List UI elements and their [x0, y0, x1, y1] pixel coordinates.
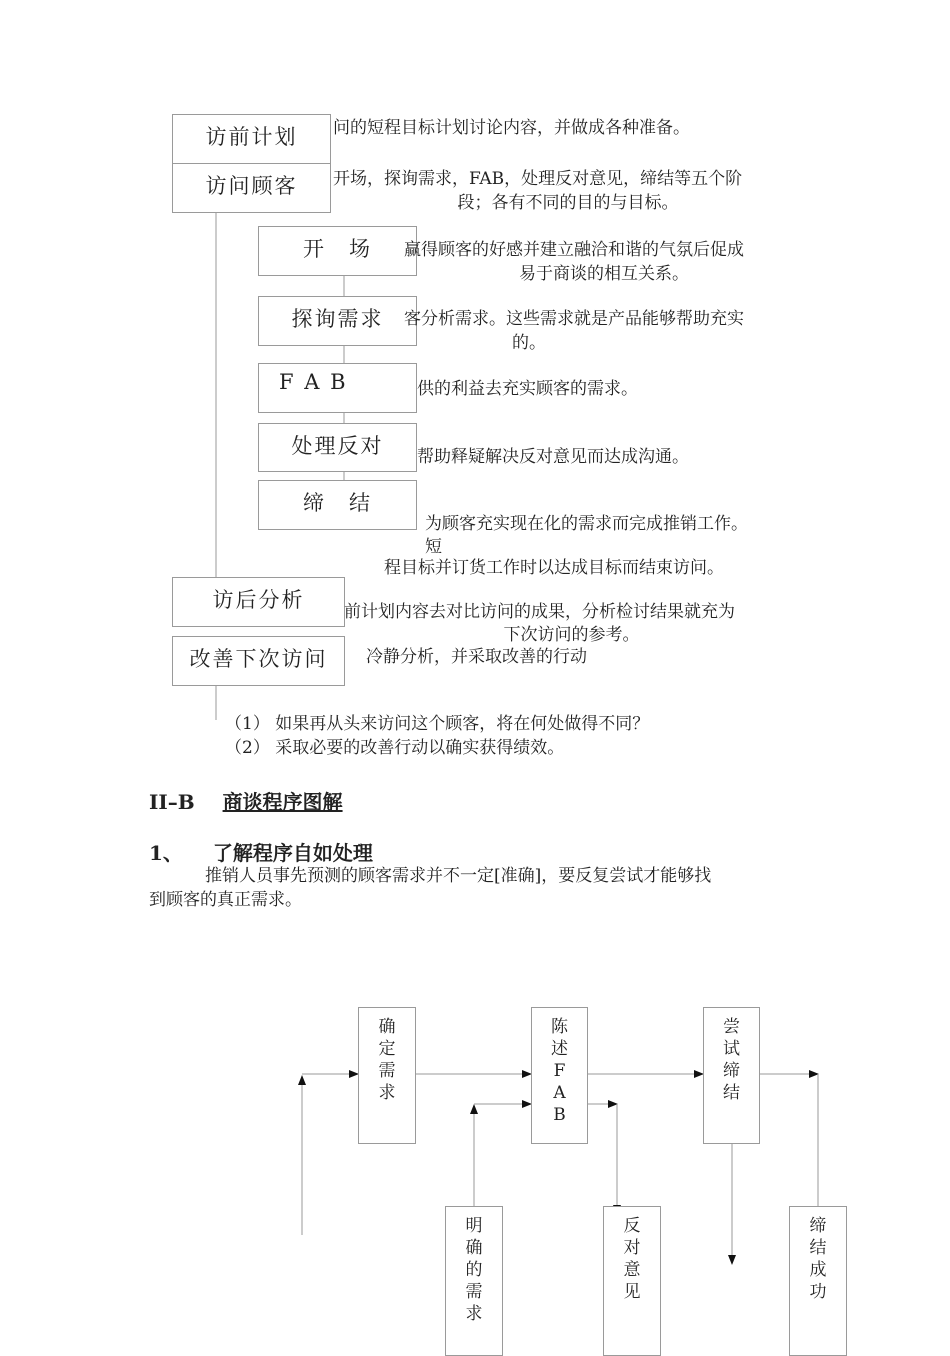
pre-plan-label: 访前计划: [205, 125, 298, 149]
opening-box: [258, 226, 417, 276]
pre-plan-box: [172, 114, 331, 164]
fab-label: F A B: [279, 370, 348, 394]
confirm-needs-label: 确定需求: [378, 1017, 396, 1103]
try-close-label: 尝试缔结: [723, 1017, 740, 1103]
objection-box-flow: [603, 1206, 661, 1356]
improve-label: 改善下次访问: [189, 647, 328, 671]
closing-box: [258, 480, 417, 530]
list-item: （1） 如果再从头来访问这个顾客，将在何处做得不同？: [225, 714, 650, 734]
subsection-heading: [149, 837, 373, 866]
close-success-box: [789, 1206, 847, 1356]
post-analysis-desc-line2: 下次访问的参考。: [503, 625, 640, 645]
probing-desc-line1: 客分析需求。这些需求就是产品能够帮助充实: [404, 309, 744, 329]
section-code: II–B: [149, 790, 195, 814]
state-fab-box: [531, 1007, 588, 1144]
visit-box: [172, 163, 331, 213]
visit-desc-line1: 开场，探询需求，FAB，处理反对意见，缔结等五个阶: [333, 169, 743, 189]
paragraph-line1: 推销人员事先预测的顾客需求并不一定[准确]，要反复尝试才能够找: [205, 866, 712, 886]
closing-desc-line2: 短: [425, 537, 442, 557]
confirm-needs-box: [358, 1007, 416, 1144]
subsection-number: 1、: [149, 841, 183, 865]
objection-flow-label: 反对意见: [623, 1216, 641, 1302]
paragraph-line2: 到顾客的真正需求。: [149, 890, 302, 910]
section-heading: [149, 786, 343, 815]
closing-label: 缔 结: [303, 491, 372, 515]
objection-box: [258, 423, 417, 472]
probing-box: [258, 296, 417, 346]
post-analysis-box: [172, 577, 345, 627]
pre-plan-desc: 问的短程目标计划讨论内容，并做成各种准备。: [333, 118, 690, 138]
try-close-box: [703, 1007, 760, 1144]
improve-box: [172, 636, 345, 686]
probing-label: 探询需求: [291, 307, 384, 331]
visit-desc-line2: 段；各有不同的目的与目标。: [457, 193, 679, 213]
fab-box: [258, 363, 417, 413]
section-title: 商谈程序图解: [222, 790, 343, 814]
explicit-needs-label: 明确的需求: [465, 1216, 483, 1324]
close-success-label: 缔结成功: [809, 1216, 827, 1302]
probing-desc-line2: 的。: [512, 333, 546, 353]
improve-desc: 冷静分析，并采取改善的行动: [366, 647, 587, 667]
objection-desc: 帮助释疑解决反对意见而达成沟通。: [417, 447, 689, 467]
subsection-title: 了解程序自如处理: [212, 841, 373, 865]
opening-desc-line1: 赢得顾客的好感并建立融洽和谐的气氛后促成: [404, 240, 744, 260]
list-item: （2） 采取必要的改善行动以确实获得绩效。: [225, 738, 565, 758]
post-analysis-desc-line1: 前计划内容去对比访问的成果，分析检讨结果就充为: [344, 602, 735, 622]
opening-label: 开 场: [303, 237, 372, 261]
fab-desc: 供的利益去充实顾客的需求。: [417, 379, 638, 399]
explicit-needs-box: [445, 1206, 503, 1356]
visit-label: 访问顾客: [205, 174, 298, 198]
closing-desc-line1: 为顾客充实现在化的需求而完成推销工作。: [425, 514, 748, 534]
state-fab-label: 陈述FAB: [551, 1017, 568, 1125]
post-analysis-label: 访后分析: [212, 588, 305, 612]
opening-desc-line2: 易于商谈的相互关系。: [519, 264, 689, 284]
closing-desc-line3: 程目标并订货工作时以达成目标而结束访问。: [384, 558, 724, 578]
objection-label: 处理反对: [291, 434, 384, 458]
